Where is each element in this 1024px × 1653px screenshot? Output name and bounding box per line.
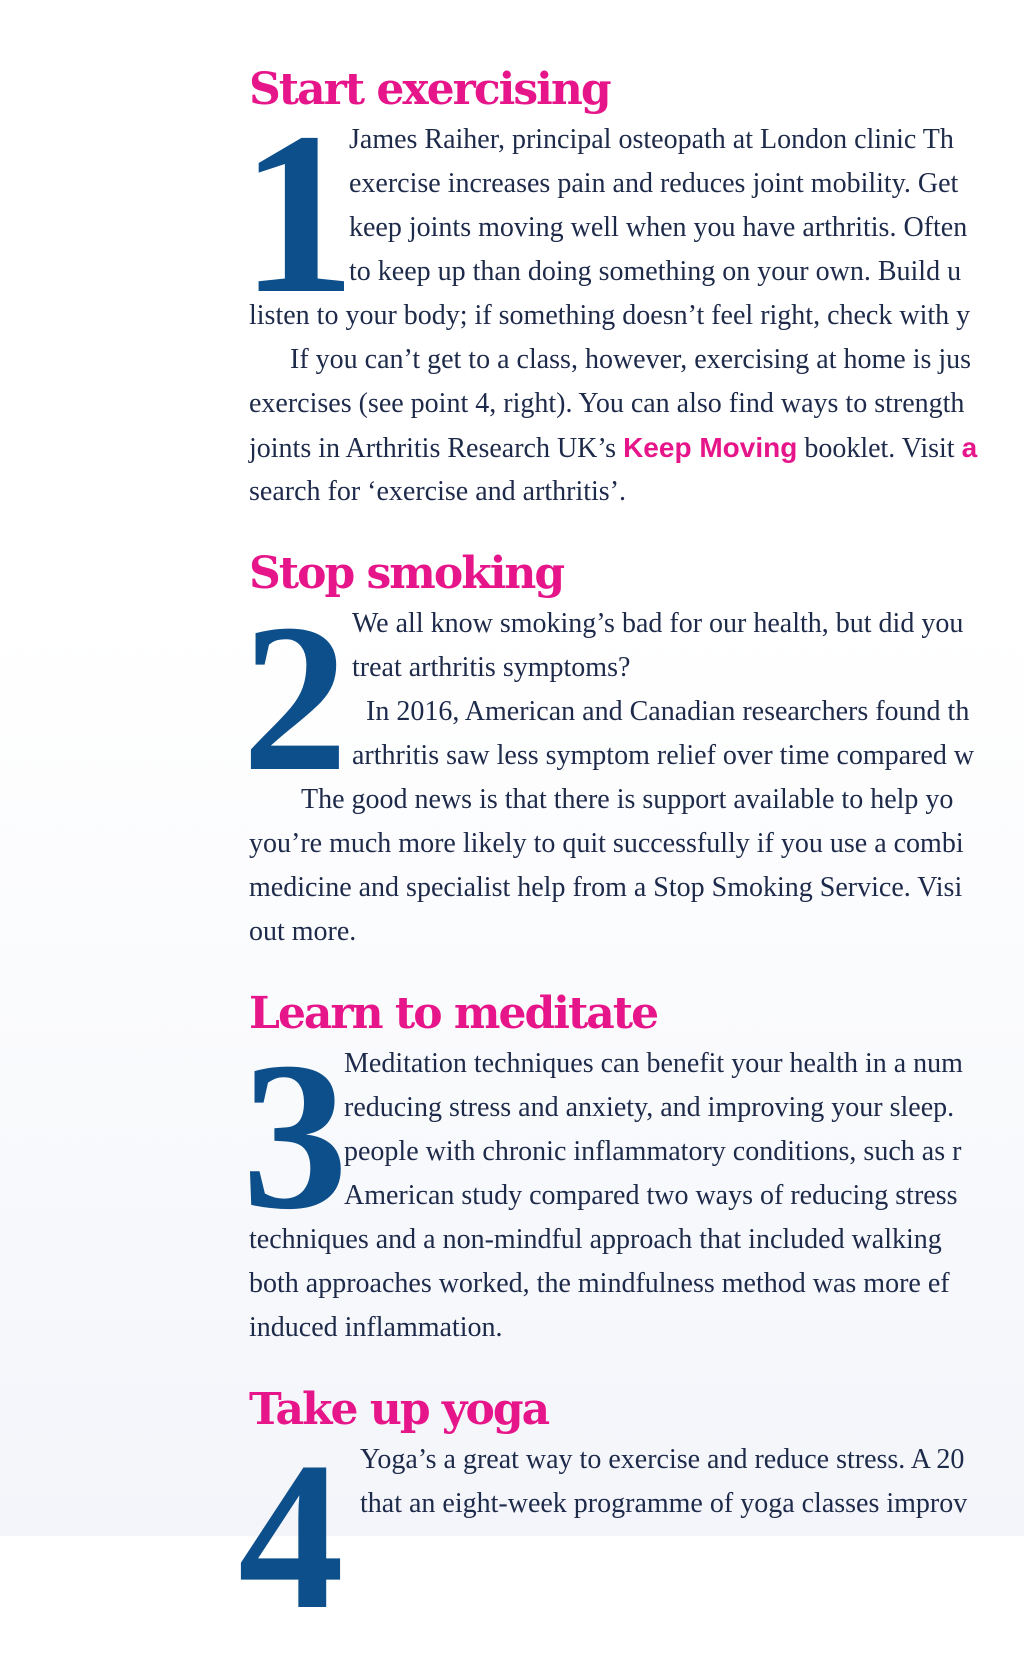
body-line: arthritis saw less symptom relief over time compared w [352,740,975,771]
body-line: American study compared two ways of reducing stress [344,1180,958,1211]
body-line: reducing stress and anxiety, and improving your sleep. [344,1092,955,1123]
body-line: exercise increases pain and reduces joint mobility. Get [349,168,959,199]
section-number-2: 2 [242,580,348,815]
section-heading-stop-smoking: Stop smoking [249,548,564,599]
section-heading-start-exercising: Start exercising [249,64,610,115]
section-number-1: 1 [240,85,356,342]
body-text: joints in Arthritis Research UK’s [249,433,624,464]
body-line: that an eight-week programme of yoga classes improv [360,1488,968,1519]
keep-moving-link[interactable]: Keep Moving [623,432,798,463]
body-line: to keep up than doing something on your own. Build u [349,256,962,287]
section-number-4: 4 [238,1418,344,1653]
body-text: booklet. Visit [797,433,962,464]
body-line: If you can’t get to a class, however, exercising at home is jus [290,344,972,375]
section-heading-take-up-yoga: Take up yoga [249,1384,549,1435]
body-line: medicine and specialist help from a Stop Smoking Service. Visi [249,872,963,903]
body-line: techniques and a non-mindful approach that included walking [249,1224,942,1255]
body-line: Meditation techniques can benefit your health in a num [344,1048,963,1079]
section-number-3: 3 [242,1018,348,1253]
body-line: James Raiher, principal osteopath at London clinic Th [349,124,954,155]
body-line: search for ‘exercise and arthritis’. [249,476,627,507]
body-line: exercises (see point 4, right). You can also find ways to strength [249,388,965,419]
section-heading-learn-to-meditate: Learn to meditate [249,988,658,1039]
body-line: you’re much more likely to quit successfully if you use a combi [249,828,964,859]
body-line: treat arthritis symptoms? [352,652,631,683]
body-line: keep joints moving well when you have arthritis. Often [349,212,968,243]
body-line: induced inflammation. [249,1312,503,1343]
body-line: people with chronic inflammatory conditions, such as r [344,1136,962,1167]
body-line [249,426,977,471]
body-line: Yoga’s a great way to exercise and reduce stress. A 20 [360,1444,965,1475]
body-line: The good news is that there is support available to help yo [301,784,954,815]
body-line: In 2016, American and Canadian researchers found th [366,696,970,727]
body-line: both approaches worked, the mindfulness method was more ef [249,1268,950,1299]
body-line: out more. [249,916,357,947]
body-line: listen to your body; if something doesn’t feel right, check with y [249,300,971,331]
website-link[interactable]: a [961,432,978,463]
body-line: We all know smoking’s bad for our health, but did you [352,608,964,639]
